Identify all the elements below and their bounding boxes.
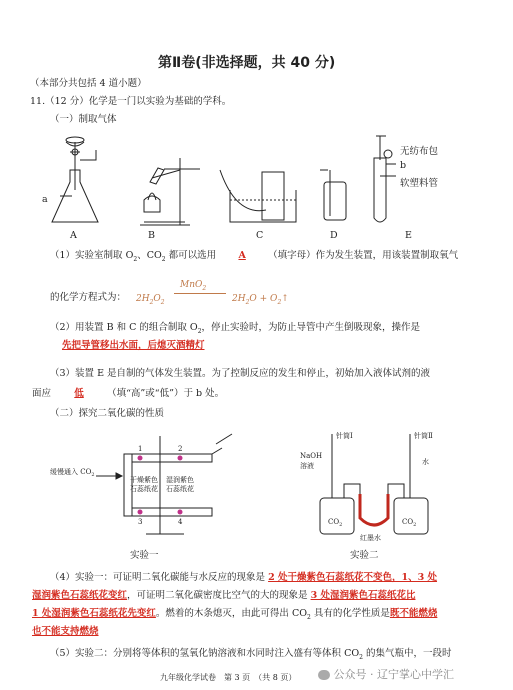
question-intro: 11.（12 分）化学是一门以实验为基础的学科。 <box>30 96 232 107</box>
q2-line1: （2）用装置 B 和 C 的组合制取 $O_2$，停止实验时，为防止导管中产生倒吸现象，操作是 <box>50 322 421 335</box>
exp1-dry-label: 干燥紫色 <box>130 476 158 484</box>
exp2-co2-left: $CO_2$ <box>328 518 343 528</box>
apparatus-label-c: C <box>256 230 264 241</box>
q2-answer: 先把导管移出水面，后熄灭酒精灯 <box>62 340 205 351</box>
experiment1-figure <box>40 424 240 544</box>
page-title: 第Ⅱ卷(非选择题，共 40 分) <box>158 55 336 71</box>
exp2-co2-right: $CO_2$ <box>402 518 417 528</box>
exp1-wet-label2: 石蕊纸花 <box>166 485 194 493</box>
exp2-water: 水 <box>422 458 429 466</box>
exp1-num-1: 1 <box>138 445 143 453</box>
label-a: a <box>42 194 48 205</box>
watermark: 公众号 · 辽宁掌心中学汇 <box>318 666 454 682</box>
experiment2-caption: 实验二 <box>350 550 379 561</box>
q3-answer: 低 <box>74 388 84 399</box>
apparatus-label-a: A <box>70 230 77 241</box>
exp1-num-3: 3 <box>138 518 143 526</box>
exp2-ink: 红墨水 <box>360 534 381 542</box>
apparatus-label-b: B <box>148 230 155 241</box>
exp2-needle2: 针筒Ⅱ <box>414 432 433 440</box>
q4-answer-3b: 也不能支持燃烧 <box>32 626 99 637</box>
part1-title: （一）制取气体 <box>50 114 117 125</box>
part2-title: （二）探究二氧化碳的性质 <box>50 408 165 419</box>
exp2-naoh: NaOH <box>300 452 323 460</box>
q4-line3: 1 处湿润紫色石蕊纸花先变红。燃着的木条熄灭，由此可得出 $CO_2$ 具有的化学性质是既不能燃烧 <box>32 608 438 621</box>
apparatus-label-d: D <box>330 230 338 241</box>
apparatus-label-e: E <box>405 230 412 241</box>
label-cloth: 无纺布包 <box>400 146 439 157</box>
exp1-dry-label2: 石蕊纸花 <box>130 485 158 493</box>
q5-line1: （5）实验二：分别将等体积的氢氧化钠溶液和水同时注入盛有等体积 $CO_2$ 的集气瓶中，一段时 <box>50 648 452 661</box>
wechat-icon <box>318 670 330 680</box>
exp1-inlet: 缓慢通入 $CO_2$ <box>50 468 95 478</box>
q4-answer-3: 既不能燃烧 <box>389 608 438 619</box>
experiment1-caption: 实验一 <box>130 550 159 561</box>
q1-answer: A <box>238 250 246 261</box>
exp2-needle1: 针筒Ⅰ <box>336 432 353 440</box>
page-footer: 九年级化学试卷 第 3 页 （共 8 页） <box>160 673 297 682</box>
label-tube: 软塑料管 <box>400 178 439 189</box>
q3-line2: 面应 低 （填“高”或“低”）于 b 处。 <box>32 388 225 399</box>
q4-answer-2: 3 处湿润紫色石蕊纸花比 <box>310 590 416 601</box>
q4-line2: 湿润紫色石蕊纸花变红，可证明二氧化碳密度比空气的大的现象是 3 处湿润紫色石蕊纸花比 <box>32 590 416 601</box>
experiment2-figure <box>300 424 460 544</box>
apparatus-figure <box>40 130 480 242</box>
q4-answer-2b: 1 处湿润紫色石蕊纸花先变红 <box>32 608 156 619</box>
exp1-num-4: 4 <box>178 518 183 526</box>
q4-line1: （4）实验一：可证明二氧化碳能与水反应的现象是 2 处干燥紫色石蕊纸花不变色，1、3 处 <box>50 572 438 583</box>
exp1-wet-label: 湿润紫色 <box>166 476 194 484</box>
q1-line2: 的化学方程式为： <box>50 292 127 303</box>
q4-answer-1b: 湿润紫色石蕊纸花变红 <box>32 590 128 601</box>
label-b: b <box>400 160 407 171</box>
exp1-num-2: 2 <box>178 445 183 453</box>
exp2-naoh2: 溶液 <box>300 462 314 470</box>
section-note: （本部分共包括 4 道小题） <box>30 78 147 89</box>
q1-line1: （1）实验室制取 $O_2$、$CO_2$ 都可以选用 A （填字母）作为发生装置，用该装置制取氧气 <box>50 250 459 263</box>
q3-line1: （3）装置 E 是自制的气体发生装置。为了控制反应的发生和停止，初始加入液体试剂的液 <box>50 368 431 379</box>
q4-answer-1: 2 处干燥紫色石蕊纸花不变色，1、3 处 <box>268 572 438 583</box>
